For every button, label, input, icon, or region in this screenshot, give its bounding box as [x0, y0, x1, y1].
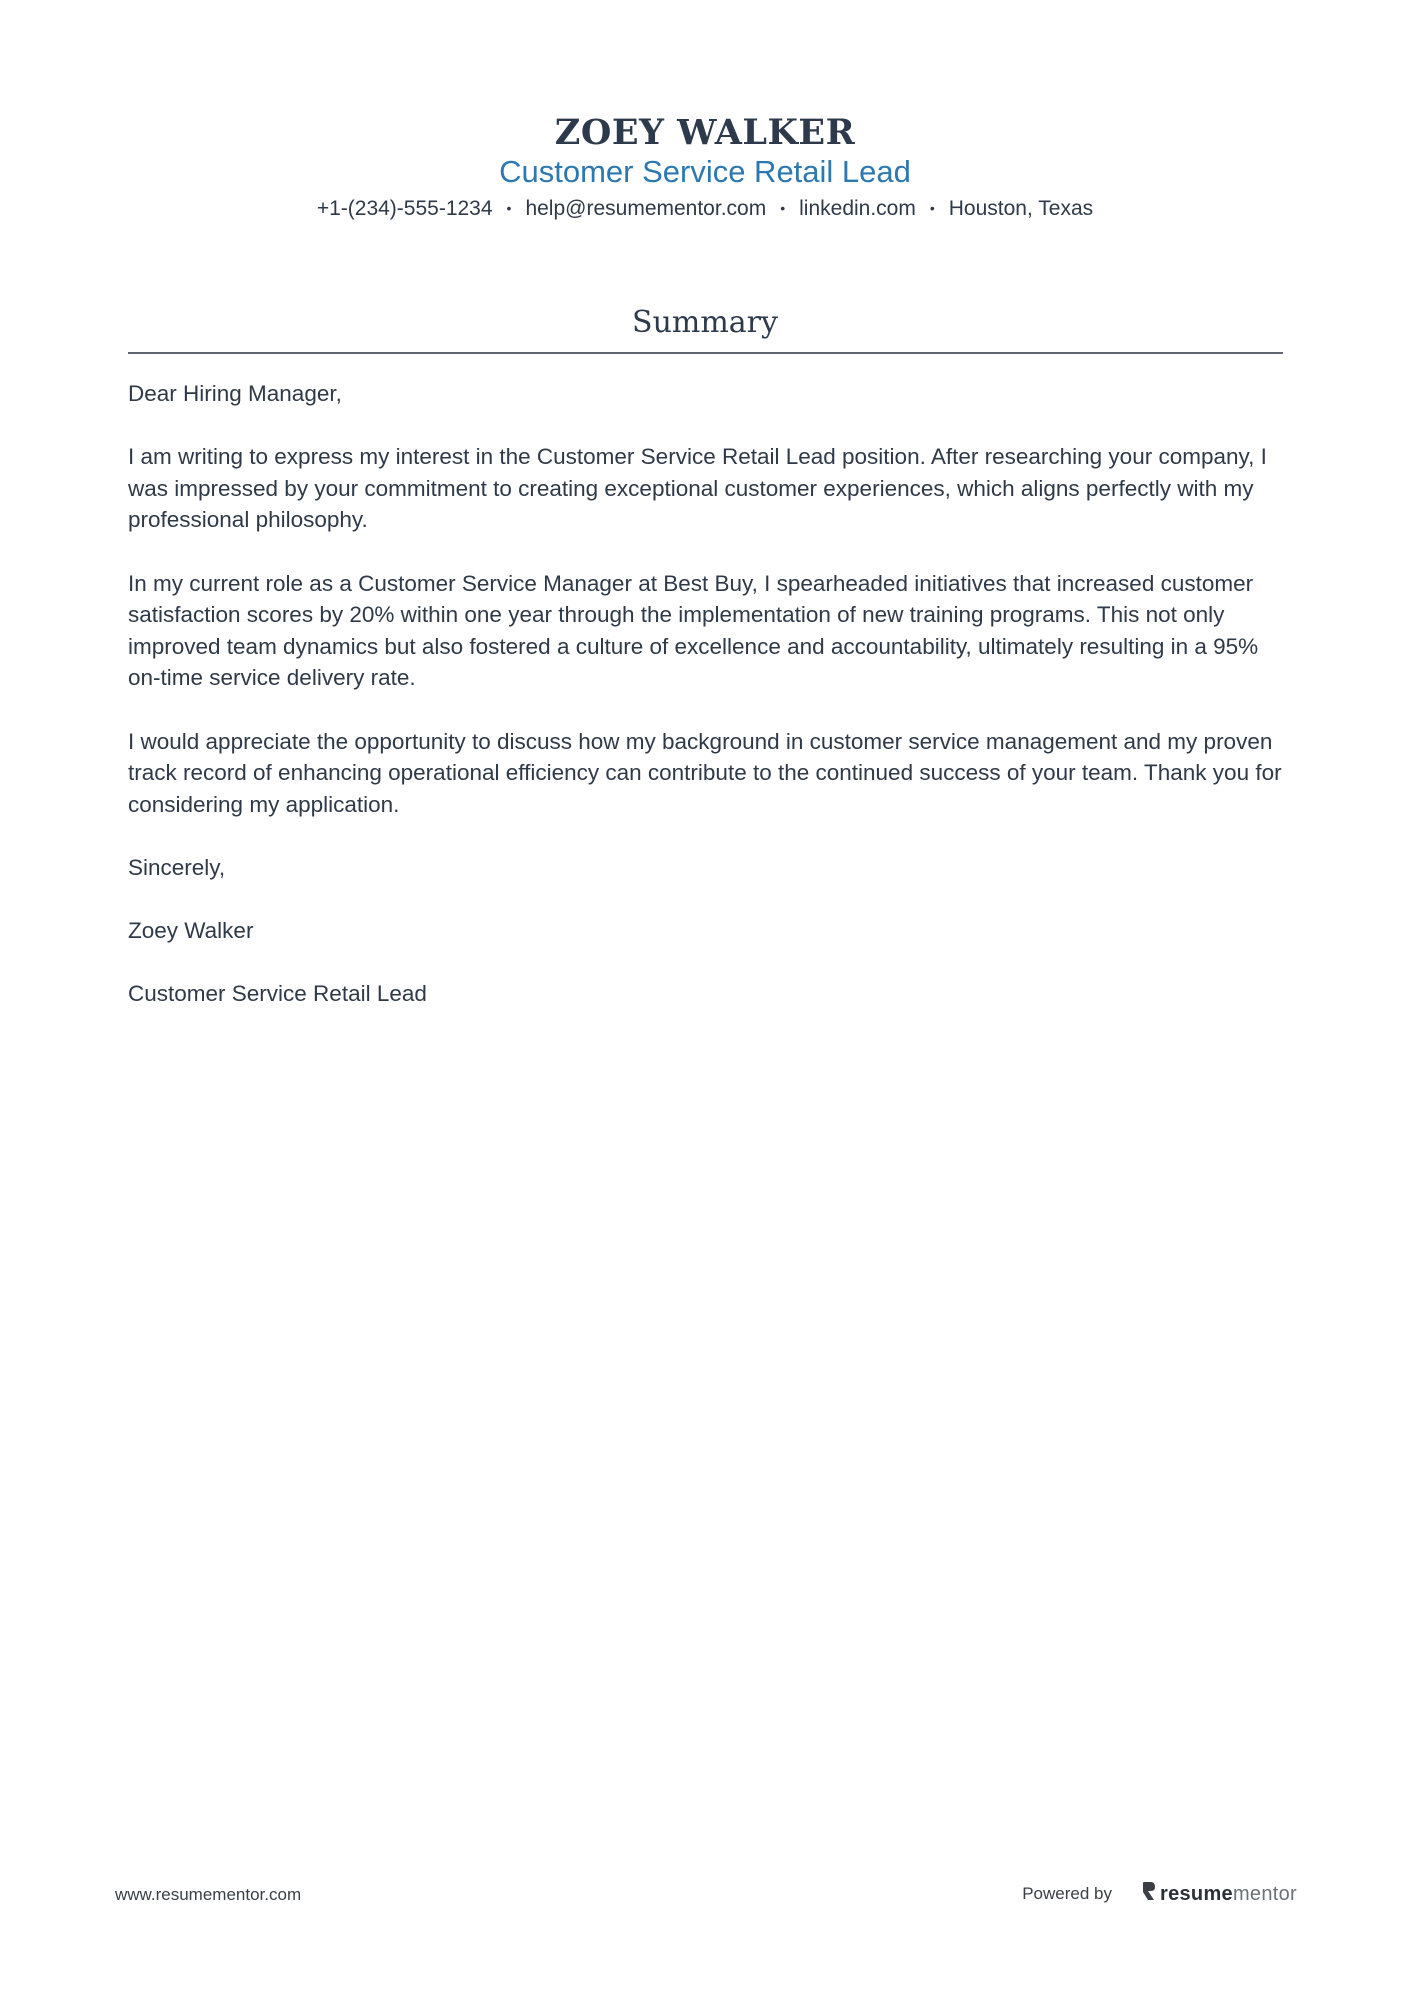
signature-name: Zoey Walker — [128, 918, 254, 944]
candidate-name: ZOEY WALKER — [554, 112, 856, 153]
letter-paragraph: I would appreciate the opportunity to discuss how my background in customer service management and my proven track record of enhancing operational efficiency can contribute to the continued success of your team. Thank you for considering my application. — [128, 728, 1282, 817]
contact-separator: • — [506, 200, 512, 216]
letter-paragraph: I am writing to express my interest in the Customer Service Retail Lead position. After researching your company, I was impressed by your commitment to creating exceptional customer experiences, which aligns perfectly with my professional philosophy. — [128, 444, 1267, 533]
letter-closing: Sincerely, — [128, 854, 226, 880]
letter-body — [128, 378, 1288, 1041]
header — [0, 112, 1410, 223]
section-title: Summary — [632, 305, 778, 340]
section-divider — [128, 352, 1283, 354]
contact-separator: • — [929, 200, 935, 216]
contact-phone: +1-(234)-555-1234 — [316, 197, 493, 220]
signature-title: Customer Service Retail Lead — [128, 981, 427, 1007]
contact-separator: • — [780, 200, 786, 216]
brand-name-bold: resume — [1160, 1883, 1233, 1905]
brand-logo[interactable] — [1142, 1881, 1297, 1907]
footer-branding — [1022, 1881, 1297, 1907]
contact-location: Houston, Texas — [948, 197, 1094, 220]
letter-salutation: Dear Hiring Manager, — [128, 381, 342, 406]
contact-email[interactable]: help@resumementor.com — [525, 197, 767, 220]
resumementor-logo-icon — [1142, 1881, 1156, 1907]
contact-linkedin[interactable]: linkedin.com — [799, 197, 916, 220]
letter-paragraph: In my current role as a Customer Service Manager at Best Buy, I spearheaded initiatives that increased customer satisfaction scores by 20% within one year through the implementation of new training programs. This not only improved team dynamics but also fostered a culture of excellence and accountability, ultimately resulting in a 95% on-time service delivery rate. — [128, 570, 1259, 691]
candidate-job-title: Customer Service Retail Lead — [499, 154, 911, 189]
footer-website[interactable]: www.resumementor.com — [115, 1885, 302, 1904]
contact-line — [0, 194, 1410, 223]
brand-name-light: mentor — [1232, 1883, 1297, 1905]
powered-by-label: Powered by — [1022, 1884, 1112, 1903]
